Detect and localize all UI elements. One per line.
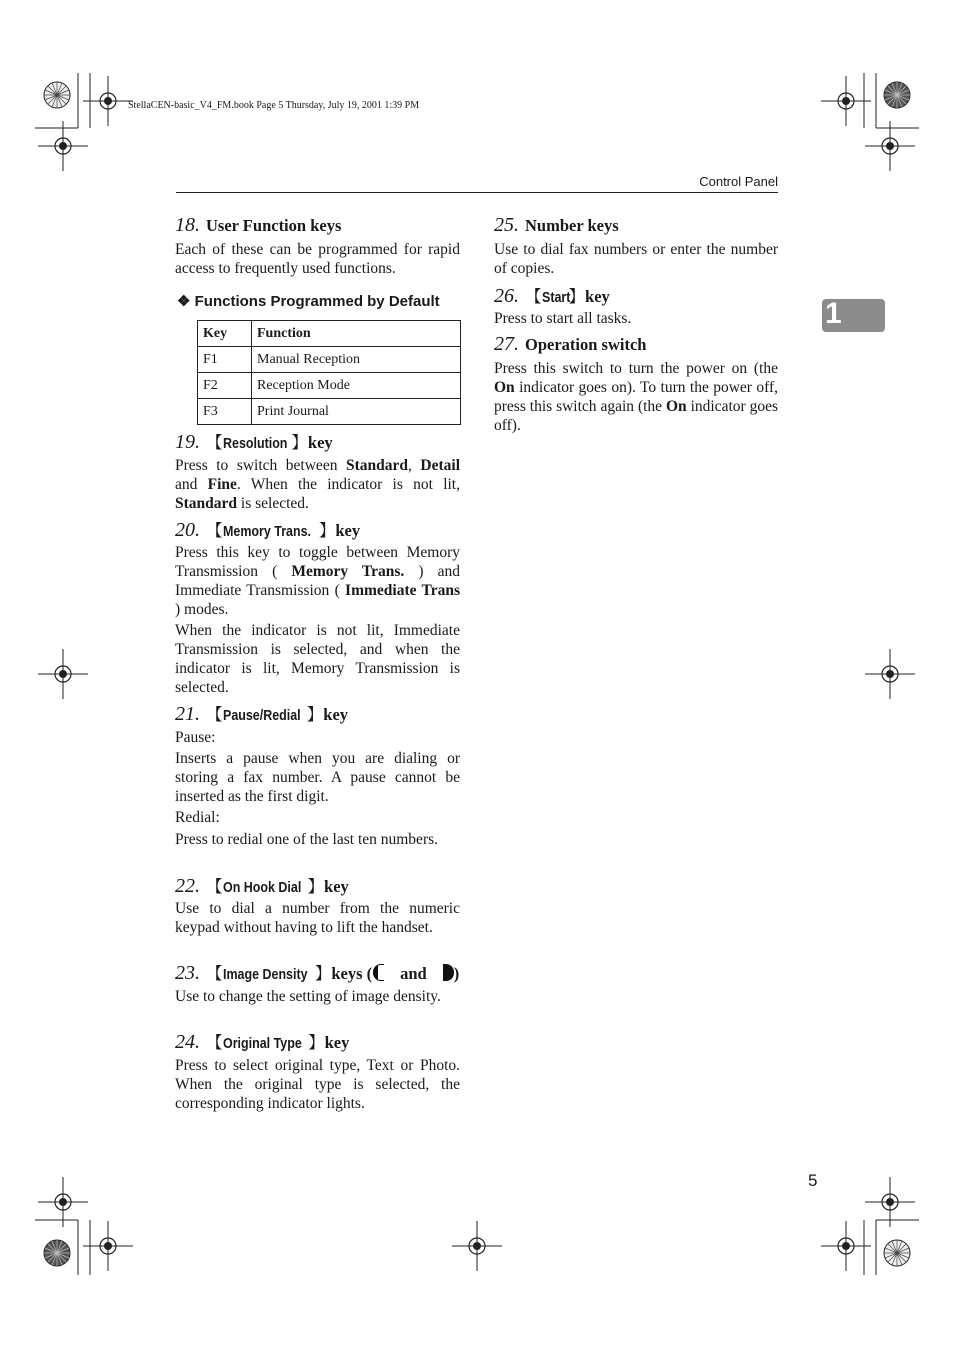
item-24-heading bbox=[175, 1029, 349, 1054]
header-rule bbox=[176, 192, 778, 193]
item-24-body: Press to select original type, Text or Photo. When the original type is selected, the corresponding indicator lights. bbox=[175, 1057, 460, 1112]
key-suffix: key bbox=[324, 877, 349, 896]
text: ) and Immediate Transmission ( bbox=[175, 563, 460, 599]
item-23-heading bbox=[175, 960, 459, 985]
item-19-body bbox=[175, 456, 460, 513]
bracket-close: 】 bbox=[306, 705, 324, 724]
diamond-bullet-icon: ❖ bbox=[177, 293, 191, 310]
table-cell: F3 bbox=[198, 399, 252, 425]
item-20-heading bbox=[175, 517, 360, 542]
key-suffix: key bbox=[335, 521, 361, 540]
bracket-open: 【 bbox=[206, 705, 223, 724]
running-head: Control Panel bbox=[699, 174, 778, 189]
text: ) modes. bbox=[175, 601, 229, 618]
bracket-close: 】 bbox=[318, 521, 336, 540]
key-name: On Hook Dial bbox=[222, 880, 301, 896]
item-25-heading bbox=[494, 214, 619, 237]
item-number: 21. bbox=[175, 703, 200, 725]
functions-heading-text: Functions Programmed by Default bbox=[194, 293, 440, 310]
item-number: 22. bbox=[175, 875, 200, 897]
redial-label: Redial: bbox=[175, 809, 220, 826]
item-number: 18. bbox=[175, 214, 200, 236]
item-21-heading bbox=[175, 701, 348, 726]
item-23-body: Use to change the setting of image density. bbox=[175, 988, 441, 1005]
item-number: 25. bbox=[494, 214, 519, 236]
item-number: 23. bbox=[175, 962, 200, 984]
key-name: Memory Trans. bbox=[222, 524, 311, 540]
table-cell: F2 bbox=[198, 373, 252, 399]
table-header-cell: Function bbox=[252, 321, 461, 347]
table-row bbox=[198, 373, 461, 399]
item-number: 26. bbox=[494, 285, 519, 307]
table-cell: Reception Mode bbox=[252, 373, 461, 399]
bracket-open: 【 bbox=[206, 433, 223, 452]
strong: On bbox=[494, 379, 515, 396]
bracket-open: 【 bbox=[206, 521, 223, 540]
text: . When the indicator is not lit, bbox=[236, 476, 460, 493]
strong: On bbox=[665, 398, 687, 415]
close-paren: ) bbox=[453, 964, 460, 983]
and-text: and bbox=[400, 964, 427, 983]
strong: Immediate Trans bbox=[345, 582, 460, 599]
table-cell: F1 bbox=[198, 347, 252, 373]
item-20-body-2: When the indicator is not lit, Immediate Transmission is selected, and when the indicator is lit, Memory Transmission is selected. bbox=[175, 622, 460, 696]
item-22-heading bbox=[175, 873, 349, 898]
density-darker-icon bbox=[443, 964, 454, 981]
bracket-close: 】 bbox=[291, 433, 308, 452]
item-25-body: Use to dial fax numbers or enter the number of copies. bbox=[494, 241, 778, 277]
text: Press this key to toggle between Memory Transmission ( bbox=[175, 544, 460, 580]
item-title: User Function keys bbox=[206, 216, 342, 235]
chapter-tab bbox=[822, 299, 885, 332]
item-18-heading bbox=[175, 214, 341, 237]
text: , bbox=[408, 457, 421, 474]
item-number: 24. bbox=[175, 1031, 200, 1053]
table-cell: Print Journal bbox=[252, 399, 461, 425]
item-26-heading bbox=[494, 283, 610, 308]
table-header-row bbox=[198, 321, 461, 347]
item-27-body bbox=[494, 359, 778, 435]
bracket-close: 】 bbox=[308, 1033, 325, 1052]
text: indicator goes on). To turn the power off, press this switch again (the bbox=[494, 379, 778, 415]
item-title: Number keys bbox=[525, 216, 619, 235]
bracket-open: 【 bbox=[206, 964, 223, 983]
item-18-body: Each of these can be programmed for rapid access to frequently used functions. bbox=[175, 241, 460, 277]
item-number: 27. bbox=[494, 333, 519, 355]
item-number: 19. bbox=[175, 431, 200, 453]
text: Press this switch to turn the power on (the bbox=[494, 360, 778, 377]
item-number: 20. bbox=[175, 519, 200, 541]
key-name: Original Type bbox=[222, 1036, 302, 1052]
key-suffix: key bbox=[307, 433, 333, 452]
chapter-tab-number: 1 bbox=[825, 297, 842, 330]
bracket-close: 】 bbox=[307, 877, 325, 896]
table-row bbox=[198, 399, 461, 425]
key-suffix: key bbox=[323, 705, 349, 724]
file-slug: StellaCEN-basic_V4_FM.book Page 5 Thursday, July 19, 2001 1:39 PM bbox=[128, 100, 420, 111]
item-title: Operation switch bbox=[525, 335, 647, 354]
item-22-body: Use to dial a number from the numeric keypad without having to lift the handset. bbox=[175, 900, 460, 936]
key-name: Resolution bbox=[222, 436, 287, 452]
pause-label: Pause: bbox=[175, 729, 216, 746]
strong: Fine bbox=[207, 476, 237, 493]
bracket-open: 【 bbox=[206, 1033, 223, 1052]
bracket-open: 【 bbox=[206, 877, 223, 896]
text: is selected. bbox=[237, 495, 309, 512]
page-number: 5 bbox=[808, 1171, 818, 1190]
key-suffix: key bbox=[324, 1033, 350, 1052]
key-suffix: keys ( bbox=[331, 964, 373, 983]
strong: Standard bbox=[175, 495, 238, 512]
functions-heading bbox=[177, 292, 440, 310]
text: and bbox=[175, 476, 208, 493]
item-26-body: Press to start all tasks. bbox=[494, 310, 632, 327]
bracket-close: 】 bbox=[568, 287, 586, 306]
text: indicator goes off). bbox=[494, 398, 778, 434]
key-name: Image Density bbox=[222, 967, 308, 983]
bracket-close: 】 bbox=[314, 964, 332, 983]
item-27-heading bbox=[494, 333, 646, 356]
density-lighter-icon bbox=[373, 964, 384, 981]
strong: Detail bbox=[420, 457, 461, 474]
item-19-heading bbox=[175, 429, 333, 454]
key-name: Pause/Redial bbox=[222, 708, 301, 724]
redial-body: Press to redial one of the last ten numbers. bbox=[175, 831, 439, 848]
key-suffix: key bbox=[585, 287, 610, 306]
item-20-body bbox=[175, 543, 460, 619]
key-name: Start bbox=[541, 290, 570, 306]
strong: Standard bbox=[345, 457, 408, 474]
table-cell: Manual Reception bbox=[252, 347, 461, 373]
pause-body: Inserts a pause when you are dialing or storing a fax number. A pause cannot be inserted as the first digit. bbox=[175, 750, 460, 805]
bracket-open: 【 bbox=[525, 287, 542, 306]
functions-table bbox=[197, 320, 461, 425]
table-header-cell: Key bbox=[198, 321, 252, 347]
table-row bbox=[198, 347, 461, 373]
text: Press to switch between bbox=[175, 457, 346, 474]
strong: Memory Trans. bbox=[291, 563, 405, 580]
